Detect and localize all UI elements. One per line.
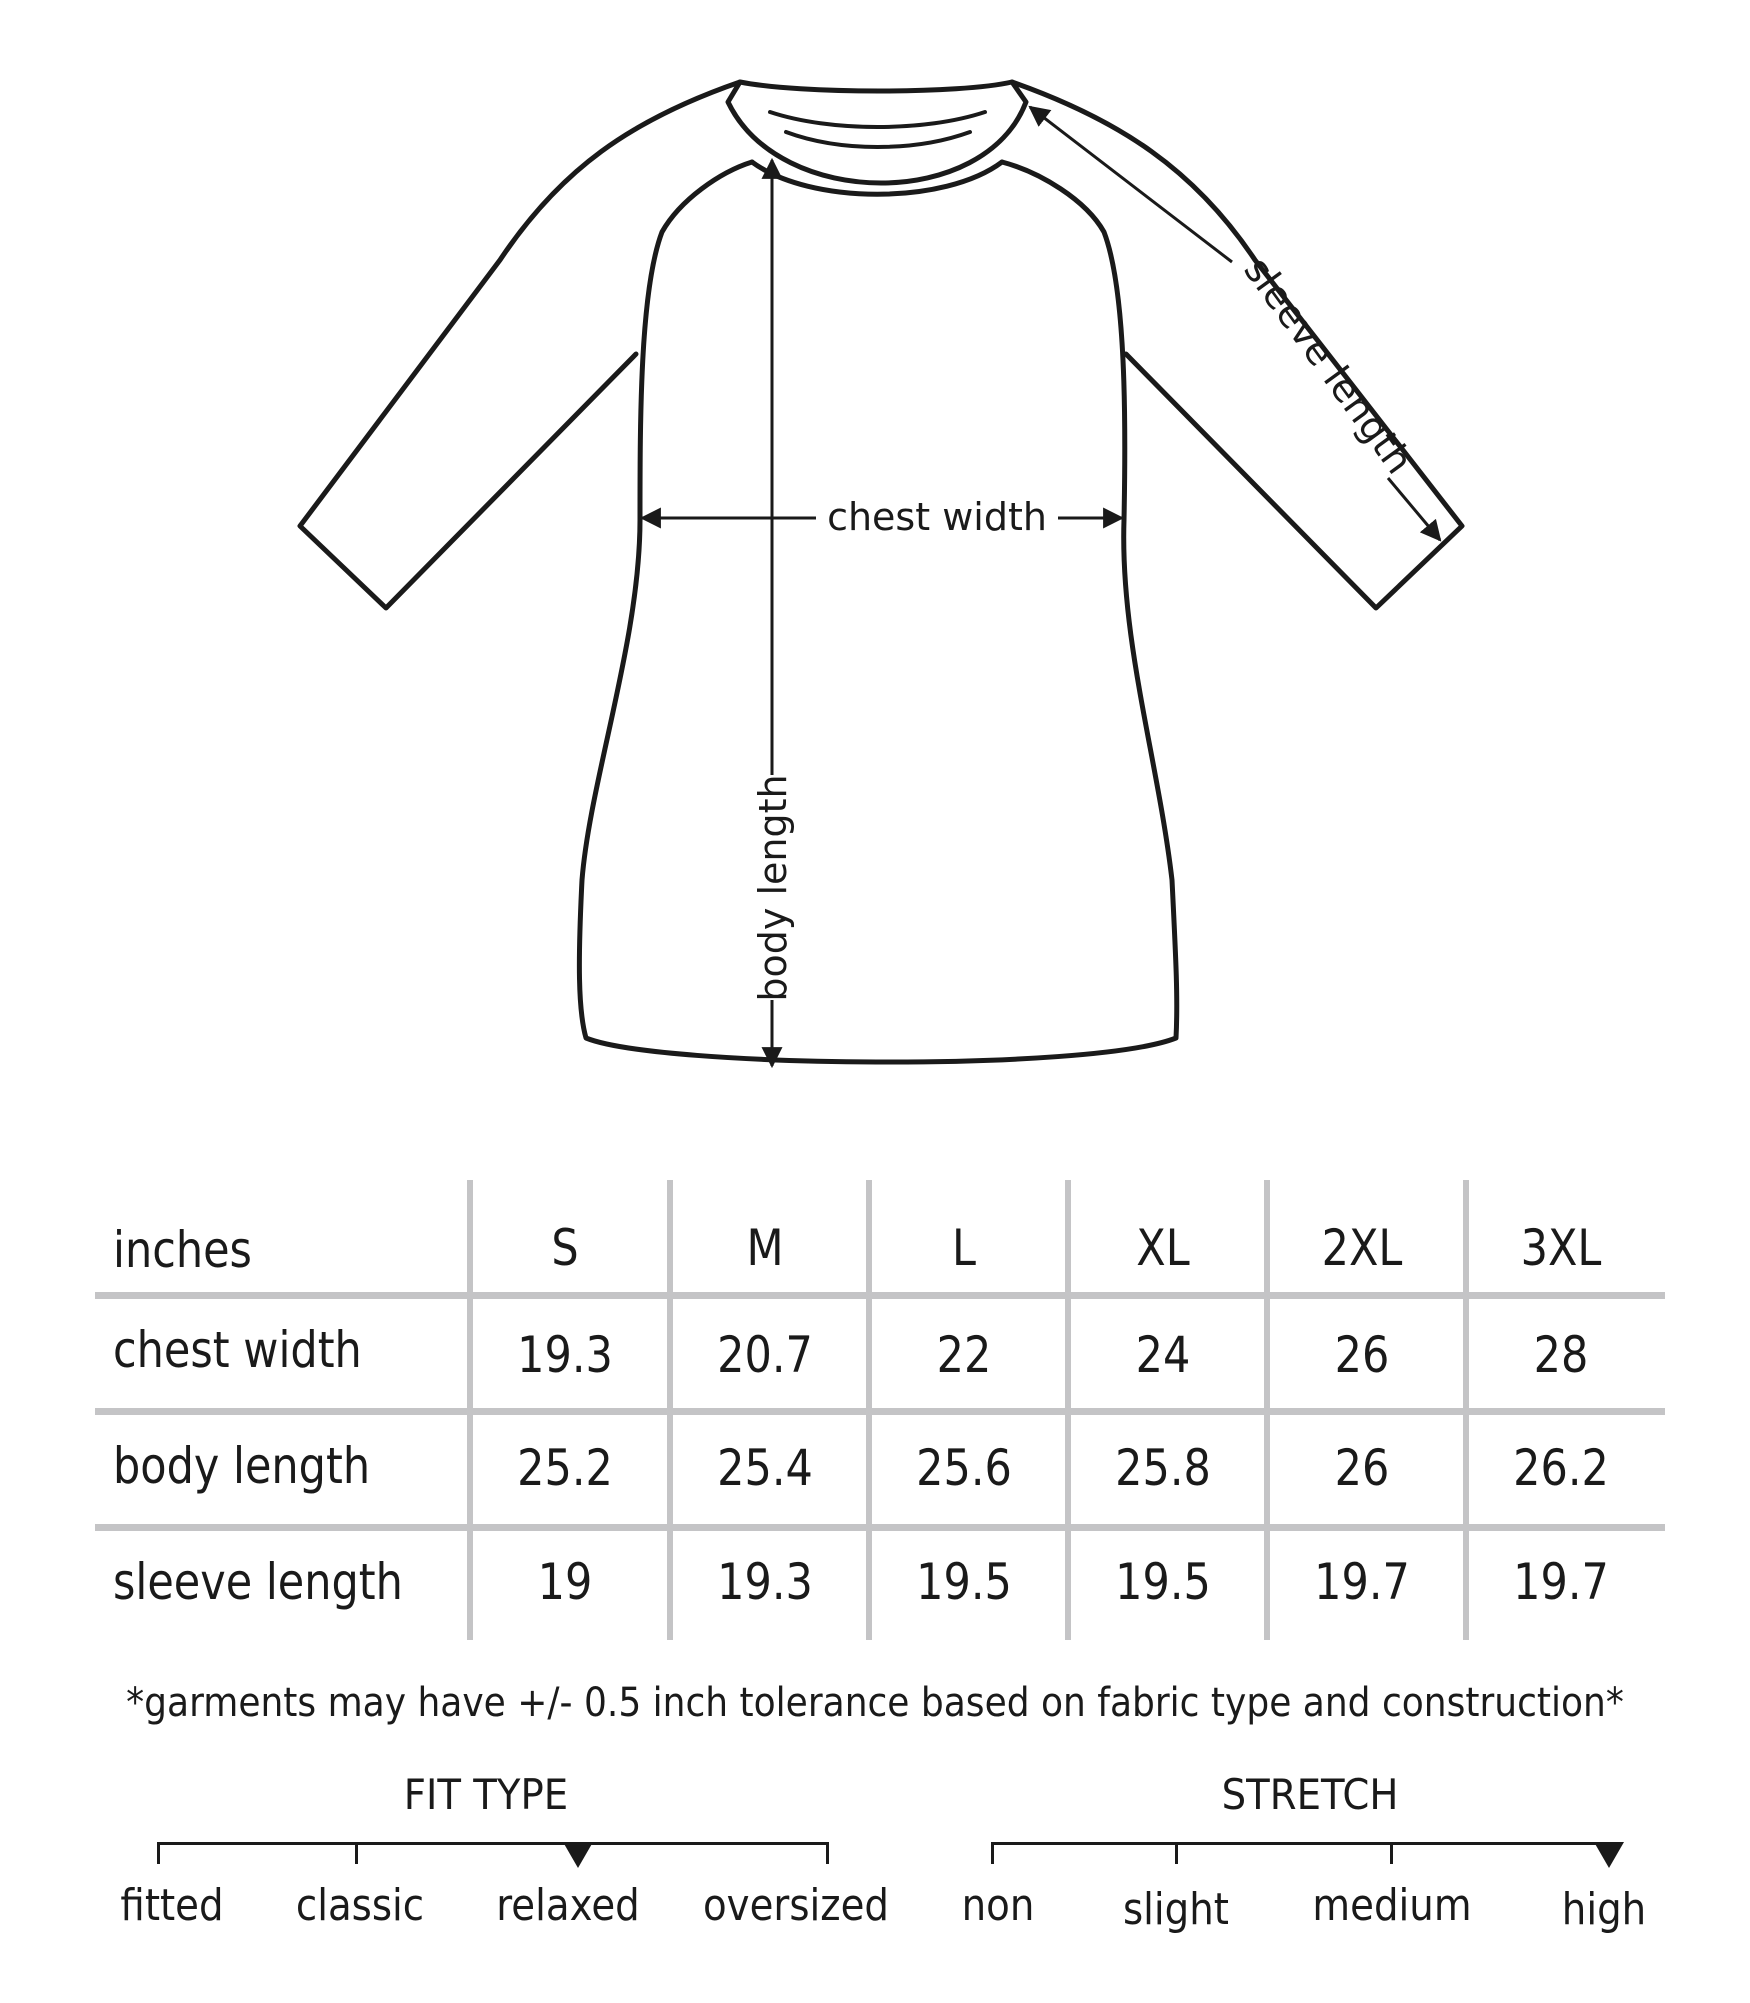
stretch-title: STRETCH [1221, 1770, 1399, 1819]
collar-inner-line-1 [770, 112, 985, 127]
tshirt-outline [300, 82, 1462, 1062]
table-cell: 22 [936, 1326, 992, 1384]
table-cell: 19.3 [717, 1553, 813, 1611]
table-row-divider [95, 1408, 1665, 1415]
row-label-chest-width: chest width [113, 1321, 362, 1379]
body-length-label: body length [751, 774, 795, 1002]
chest-width-measure [642, 495, 1122, 539]
row-label-sleeve-length: sleeve length [113, 1553, 403, 1611]
size-header-3xl: 3XL [1520, 1219, 1602, 1277]
stretch-line [992, 1842, 1616, 1845]
unit-label: inches [113, 1221, 252, 1279]
sleeve-length-label: sleeve length [1235, 248, 1422, 482]
table-cell: 19.7 [1314, 1553, 1410, 1611]
fit-type-option: fitted [120, 1880, 224, 1931]
table-row-divider [95, 1292, 1665, 1299]
stretch-option: medium [1312, 1880, 1472, 1931]
size-table [95, 1180, 1665, 1640]
table-cell: 25.6 [916, 1439, 1012, 1497]
table-cell: 19.3 [517, 1326, 613, 1384]
size-header-m: M [746, 1219, 784, 1277]
sleeve-length-measure [1030, 107, 1440, 540]
stretch-option: non [961, 1880, 1035, 1931]
stretch-option: high [1561, 1884, 1647, 1935]
table-cell: 19 [537, 1553, 593, 1611]
right-sleeve [1012, 82, 1462, 608]
fit-type-option: classic [295, 1880, 425, 1931]
table-cell: 25.2 [517, 1439, 613, 1497]
fit-type-option: oversized [702, 1880, 890, 1931]
table-cell: 24 [1135, 1326, 1191, 1384]
size-header-xl: XL [1136, 1219, 1190, 1277]
table-cell: 28 [1533, 1326, 1589, 1384]
left-sleeve [300, 82, 740, 608]
size-header-s: S [551, 1219, 579, 1277]
tolerance-note: *garments may have +/- 0.5 inch tolerance based on fabric type and construction* [126, 1680, 1624, 1726]
stretch-selected-marker [1594, 1842, 1624, 1868]
body-length-measure [751, 160, 795, 1066]
table-cell: 19.5 [916, 1553, 1012, 1611]
table-cell: 25.4 [717, 1439, 813, 1497]
fit-type-tick [826, 1842, 829, 1864]
fit-type-tick [355, 1842, 358, 1864]
fit-type-selected-marker [563, 1842, 593, 1868]
table-cell: 19.5 [1115, 1553, 1211, 1611]
stretch-option: slight [1122, 1884, 1229, 1935]
table-cell: 19.7 [1513, 1553, 1609, 1611]
table-cell: 25.8 [1115, 1439, 1211, 1497]
chest-width-label: chest width [827, 495, 1047, 539]
fit-type-title: FIT TYPE [403, 1770, 569, 1819]
table-cell: 20.7 [717, 1326, 813, 1384]
stretch-tick [991, 1842, 994, 1864]
stretch-tick [1390, 1842, 1393, 1864]
table-row-divider [95, 1524, 1665, 1531]
table-cell: 26 [1334, 1326, 1390, 1384]
fit-type-option: relaxed [496, 1880, 640, 1931]
fit-type-line [158, 1842, 828, 1845]
table-cell: 26.2 [1513, 1439, 1609, 1497]
size-header-l: L [952, 1219, 976, 1277]
row-label-body-length: body length [113, 1437, 371, 1495]
stretch-tick [1175, 1842, 1178, 1864]
table-cell: 26 [1334, 1439, 1390, 1497]
size-header-2xl: 2XL [1321, 1219, 1403, 1277]
collar-inner-line-2 [786, 132, 970, 147]
sleeve-length-arrow-top [1030, 107, 1232, 262]
fit-type-tick [157, 1842, 160, 1864]
shirt-body [579, 162, 1176, 1062]
